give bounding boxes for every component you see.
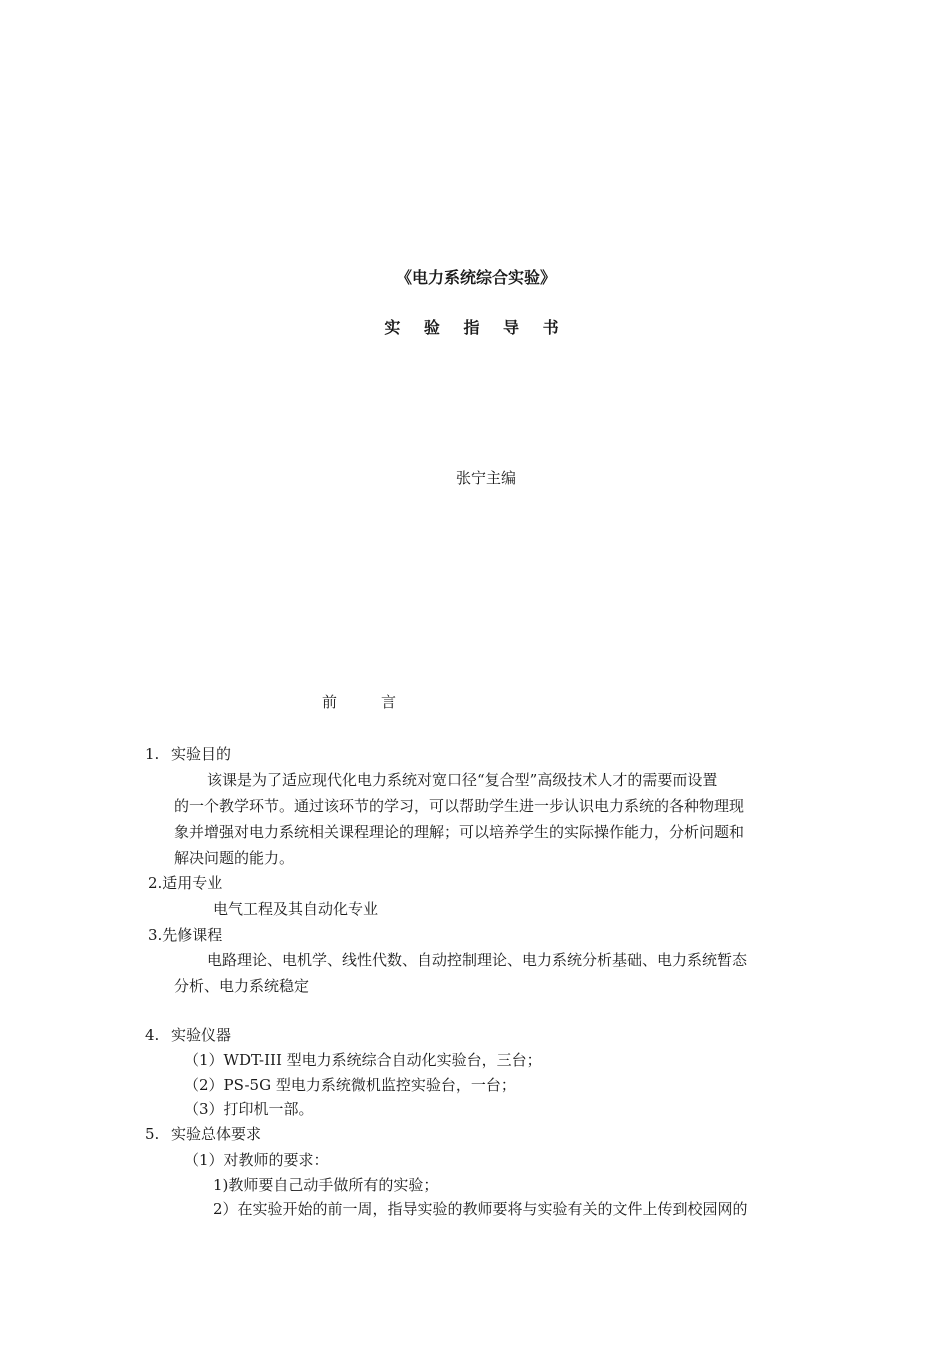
section-3-heading: 3.先修课程	[148, 926, 223, 944]
section-4-item: （3）打印机一部。	[184, 1100, 314, 1118]
section-3-line: 分析、电力系统稳定	[174, 977, 310, 995]
section-1-number: 1.	[145, 745, 160, 763]
section-1-title: 实验目的	[171, 745, 232, 763]
section-1-line: 该课是为了适应现代化电力系统对宽口径“复合型”高级技术人才的需要而设置	[207, 771, 718, 789]
section-4-title: 实验仪器	[171, 1026, 232, 1044]
section-2-content: 电气工程及其自动化专业	[213, 900, 379, 918]
section-5-number: 5.	[145, 1125, 160, 1143]
section-1-line: 的一个教学环节。通过该环节的学习，可以帮助学生进一步认识电力系统的各种物理现	[174, 797, 745, 815]
section-1-line: 象并增强对电力系统相关课程理论的理解；可以培养学生的实际操作能力，分析问题和	[174, 823, 745, 841]
section-1-heading	[145, 744, 231, 764]
section-4-number: 4.	[145, 1026, 160, 1044]
section-3-line: 电路理论、电机学、线性代数、自动控制理论、电力系统分析基础、电力系统暂态	[207, 951, 748, 969]
section-5-point: 1)教师要自己动手做所有的实验；	[213, 1176, 439, 1194]
section-5-subheading: （1）对教师的要求：	[184, 1151, 329, 1169]
section-4-item: （2）PS-5G 型电力系统微机监控实验台，一台；	[184, 1076, 516, 1094]
section-5-point: 2）在实验开始的前一周，指导实验的教师要将与实验有关的文件上传到校园网的	[213, 1200, 748, 1218]
section-5-heading	[145, 1124, 261, 1144]
section-1-line: 解决问题的能力。	[174, 849, 295, 867]
document-subtitle: 实 验 指 导 书	[384, 318, 568, 337]
section-4-item: （1）WDT-III 型电力系统综合自动化实验台，三台；	[184, 1051, 542, 1069]
preface-heading: 前言	[322, 693, 441, 711]
section-2-heading: 2.适用专业	[148, 874, 223, 892]
section-5-title: 实验总体要求	[171, 1125, 262, 1143]
section-4-heading	[145, 1025, 231, 1045]
document-author: 张宁主编	[456, 469, 517, 487]
document-title: 《电力系统综合实验》	[395, 268, 556, 287]
